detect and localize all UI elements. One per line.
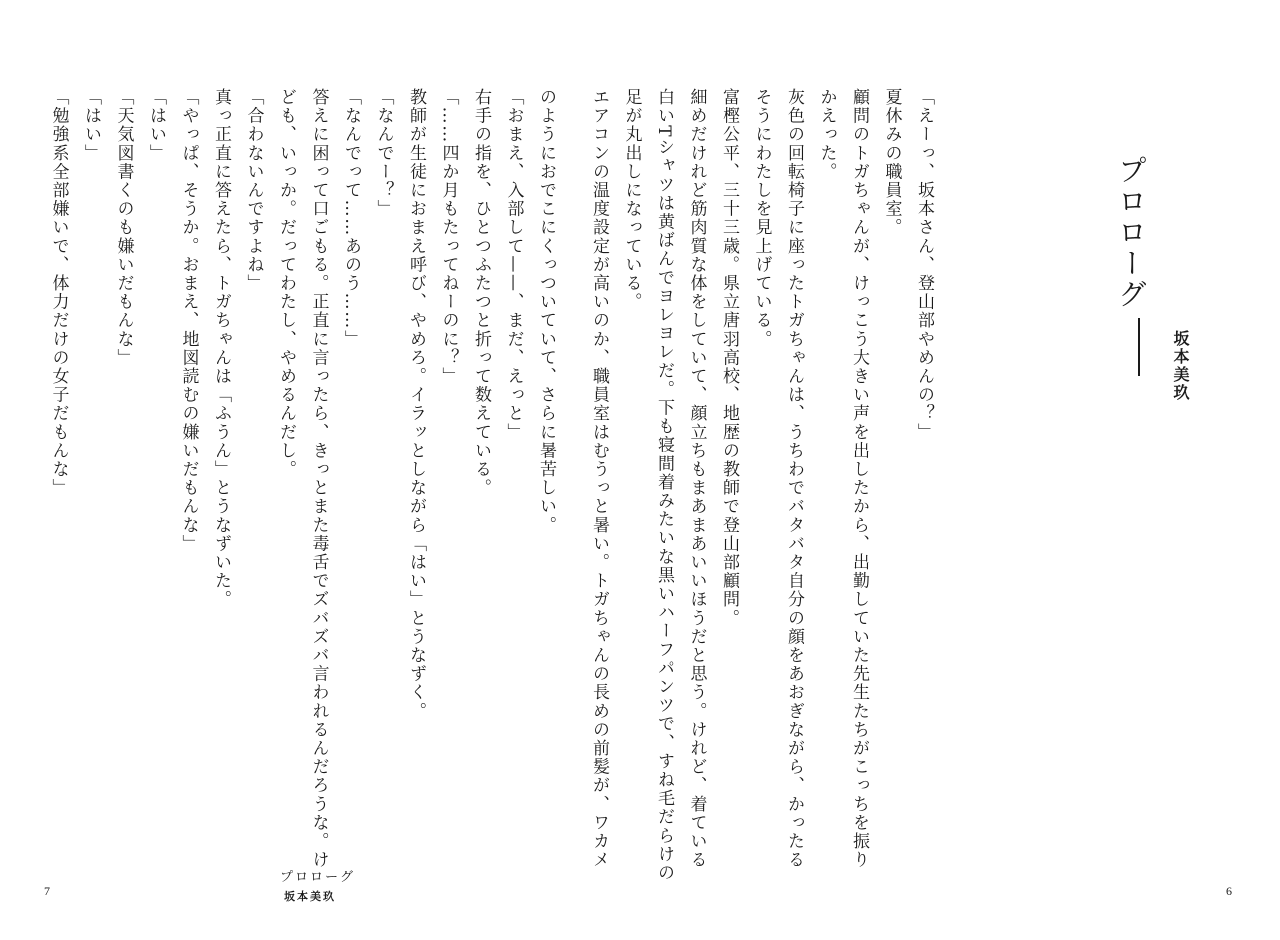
running-header-title: プロローグ [280,870,356,885]
body-line: 答えに困って口ごもる。正直に言ったら、きっとまた毒舌でズバズバ言われるんだろうな。け [308,88,329,870]
chapter-author: 坂本美玖 [1171,330,1190,402]
chapter-title [1111,155,1152,384]
title-dash-divider [1138,318,1140,376]
body-line: 富樫公平、三十三歳。県立唐羽高校、地歴の教師で登山部顧問。 [719,88,739,628]
chapter-title-text: プロローグ [1114,155,1148,310]
body-line: のようにおでこにくっついていて、さらに暑苦しい。 [536,88,556,535]
body-line: 「おまえ、入部して——、まだ、えっと」 [503,88,524,442]
body-line: 「やっぱ、そうか。おまえ、地図読むの嫌いだもんな」 [178,88,199,553]
page-number-left: 7 [44,884,50,898]
body-line: 「なんでー？」 [373,88,394,219]
body-line: ども、いっか。だってわたし、やめるんだし。 [276,88,296,479]
body-line: 真っ正直に答えたら、トガちゃんは「ふうん」とうなずいた。 [211,88,231,609]
body-line: 「はい」 [146,88,166,163]
running-header-author: 坂本美玖 [284,890,336,903]
body-line: 灰色の回転椅子に座ったトガちゃんは、うちわでバタバタ自分の顔をあおぎながら、かったる [784,88,804,870]
body-line: 細めだけれど筋肉質な体をしていて、顔立ちもまあまあいいほうだと思う。けれど、着ている [686,88,707,870]
body-line: 「勉強系全部嫌いで、体力だけの女子だもんな」 [48,88,69,498]
body-line: 「はい」 [81,88,101,163]
body-line: 「天気図書くのも嫌いだもんな」 [113,88,134,367]
body-line: 「えーっ、坂本さん、登山部やめんの？」 [914,88,934,442]
body-line: 夏休みの職員室。 [881,88,902,237]
right-page-body [583,88,941,883]
body-line: 顧問のトガちゃんが、けっこう大きい声を出したから、出勤していた先生たちがこっちを振り [849,88,869,870]
body-line: 「……四か月もたってねーのに？」 [438,88,459,386]
page-number-right: 6 [1226,884,1232,898]
body-line: そうにわたしを見上げている。 [751,88,772,349]
body-line: 「なんでって……あのう……」 [341,88,361,349]
body-line: 右手の指を、ひとつふたつと折って数えている。 [471,88,491,498]
body-line: 白いTシャツは黄ばんでヨレヨレだ。下も寝間着みたいな黒いハーフパンツで、すね毛だらけの [654,88,674,883]
body-line: かえった。 [816,88,837,181]
body-line: 「合わないんですよね」 [243,88,264,293]
body-line: 教師が生徒におまえ呼び、やめろ。イラッとしながら「はい」とうなずく。 [406,88,426,721]
right-page [589,0,1280,940]
body-line: 足が丸出しになっている。 [621,88,642,312]
left-page-body [42,88,562,888]
body-line: エアコンの温度設定が高いのか、職員室はむうっと暑い。トガちゃんの長めの前髪が、ワカメ [589,88,609,870]
